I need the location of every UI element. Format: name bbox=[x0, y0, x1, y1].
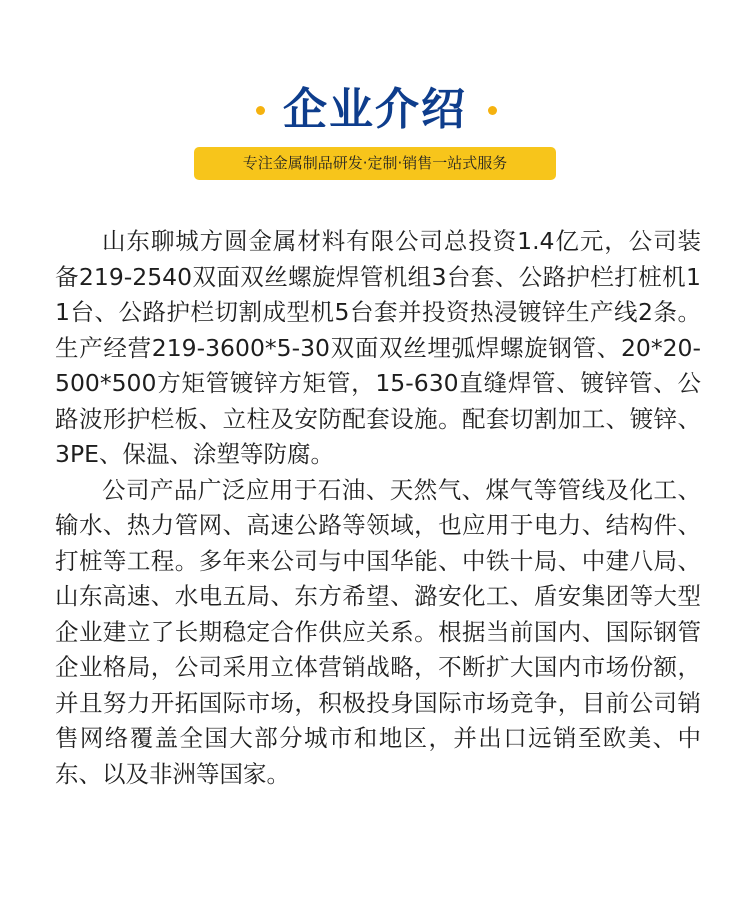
intro-paragraph-1: 山东聊城方圆金属材料有限公司总投资1.4亿元，公司装备219-2540双面双丝螺旋焊管机组3台套、公路护栏打桩机11台、公路护栏切割成型机5台套并投资热浸镀锌生产线2条。生产经营219-3600*5-30双面双丝埋弧焊螺旋钢管、20*20-500*500方矩管镀锌方矩管，15-630直缝焊管、镀锌管、公路波形护栏板、立柱及安防配套设施。配套切割加工、镀锌、3PE、保温、涂塑等防腐。 bbox=[55, 227, 701, 468]
page-title: 企业介绍 bbox=[283, 84, 467, 135]
tagline-badge: 专注金属制品研发·定制·销售一站式服务 bbox=[194, 147, 556, 180]
decorative-dot-right bbox=[488, 106, 497, 115]
intro-paragraph-2: 公司产品广泛应用于石油、天然气、煤气等管线及化工、输水、热力管网、高速公路等领域，也应用于电力、结构件、打桩等工程。多年来公司与中国华能、中铁十局、中建八局、山东高速、水电五局、东方希望、潞安化工、盾安集团等大型企业建立了长期稳定合作供应关系。根据当前国内、国际钢管企业格局，公司采用立体营销战略，不断扩大国内市场份额，并且努力开拓国际市场，积极投身国际市场竞争，目前公司销售网络覆盖全国大部分城市和地区，并出口远销至欧美、中东、以及非洲等国家。 bbox=[55, 475, 701, 788]
intro-content bbox=[55, 224, 701, 792]
section-header bbox=[0, 78, 750, 142]
